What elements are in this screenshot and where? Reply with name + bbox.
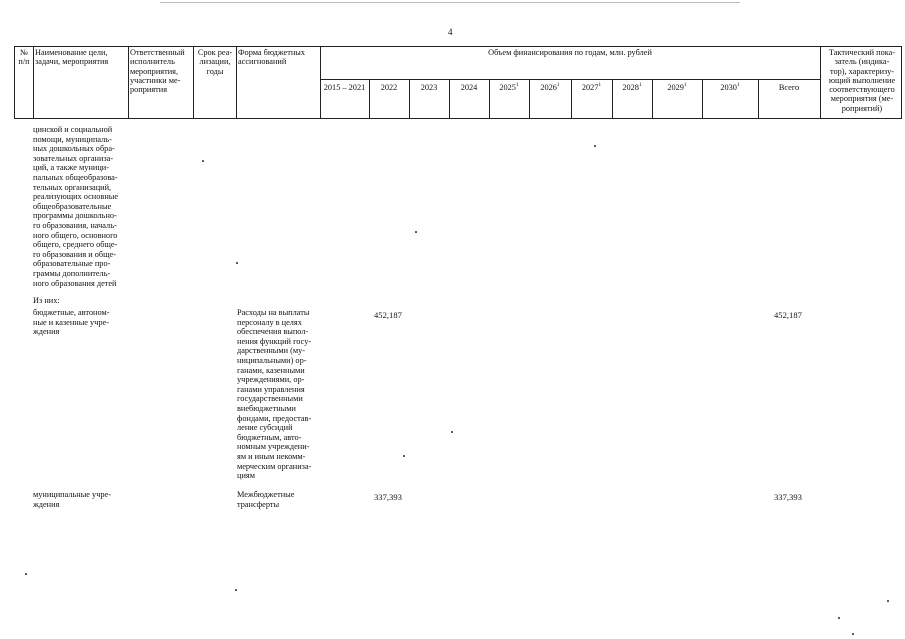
scan-speck xyxy=(235,589,237,591)
row-value-2015-2021: 337,393 xyxy=(374,492,402,502)
row-name: муниципальные учре- ждения xyxy=(33,490,111,509)
year-2022: 2022 xyxy=(380,83,398,92)
row-form: Межбюджетные трансферты xyxy=(237,490,295,509)
continued-activity-text: цинской и социальной помощи, муниципаль- ных дошкольных обра- зовательных организа- ций, а также муници- пальных общеобразова- тельных организаций, реализующих основные общеобразовательные программы дошкольно- го образования, началь- ного общего, основного общего, среднего обще- го образования и обще- образовательные про- граммы дополнитель- ного образования детей xyxy=(33,125,119,288)
row-value-2015-2021: 452,187 xyxy=(374,310,402,320)
header-term: Срок реа- лизации, годы xyxy=(197,48,233,76)
header-name: Наименование цели, задачи, мероприятия xyxy=(35,48,109,67)
header-form: Форма бюджетных ассигнований xyxy=(238,48,305,67)
scan-speck xyxy=(838,617,840,619)
header-number: № п/п xyxy=(18,48,30,67)
scan-speck xyxy=(415,231,417,233)
header-table xyxy=(14,46,902,119)
year-2023: 2023 xyxy=(420,83,438,92)
year-2025: 2025$^1$ xyxy=(499,82,519,92)
scan-edge-mark xyxy=(160,2,740,3)
of-which-label: Из них: xyxy=(33,296,60,305)
header-indicator: Тактический пока- затель (индика- тор), характеризу- ющий выполнение соответствующего мероприятия (ме- роприятий) xyxy=(828,48,896,113)
year-2024: 2024 xyxy=(460,83,478,92)
year-2027: 2027$^1$ xyxy=(581,82,602,92)
page-number: 4 xyxy=(448,27,453,37)
row-form: Расходы на выплаты персоналу в целях обеспечения выпол- нения функций госу- дарственными (му- ниципальными) ор- ганами, казенными учреждениями, ор- ганами управления государственными внебюджетными фондами, предостав- ление субсидий бюджетным, авто- номным учреждени- ям и иным некомм- мерческим организа- циям xyxy=(237,308,312,481)
year-2026: 2026$^1$ xyxy=(540,82,560,92)
scan-speck xyxy=(451,431,453,433)
scan-speck xyxy=(594,145,596,147)
scan-speck xyxy=(25,573,27,575)
header-executor: Ответственный исполнитель мероприятия, участники ме- роприятия xyxy=(130,48,185,95)
header-funding: Объем финансирования по годам, млн. рублей xyxy=(488,48,652,57)
scan-speck xyxy=(236,262,238,264)
scan-speck xyxy=(403,455,405,457)
scan-speck xyxy=(852,633,854,635)
year-2029: 2029$^1$ xyxy=(667,82,687,92)
year-2030: 2030$^1$ xyxy=(720,82,740,92)
scan-speck xyxy=(887,600,889,602)
scan-speck xyxy=(202,160,204,162)
row-name: бюджетные, автоном- ные и казенные учре- ждения xyxy=(33,308,110,337)
year-2028: 2028$^1$ xyxy=(622,82,642,92)
year-total: Всего xyxy=(778,83,800,92)
row-total: 452,187 xyxy=(774,310,802,320)
year-2015-2021: 2015 – 2021 xyxy=(323,83,366,92)
row-total: 337,393 xyxy=(774,492,802,502)
